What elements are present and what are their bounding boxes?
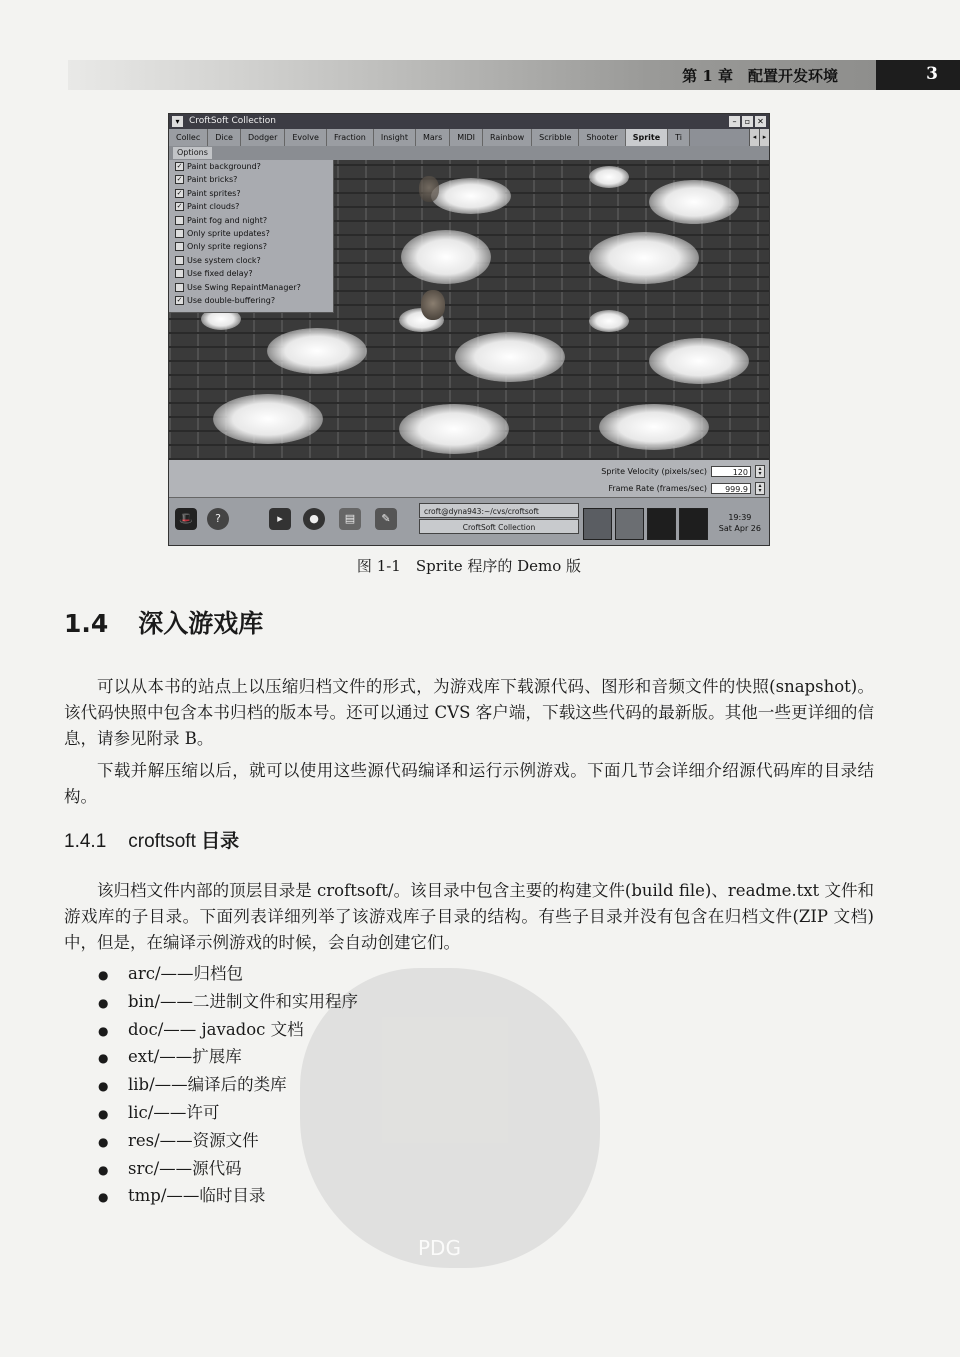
cloud-sprite bbox=[401, 230, 491, 284]
option-double-buffering bbox=[169, 294, 333, 307]
tab-left-arrow-icon: ◂ bbox=[749, 129, 759, 146]
cloud-sprite bbox=[267, 328, 367, 374]
clock-date: Sat Apr 26 bbox=[718, 524, 761, 533]
chapter-title: 第 1 章 配置开发环境 bbox=[682, 67, 838, 85]
list-item-text: doc/—— javadoc 文档 bbox=[128, 1019, 304, 1039]
cloud-sprite bbox=[599, 404, 709, 450]
velocity-row bbox=[601, 465, 765, 478]
window-titlebar bbox=[169, 114, 769, 129]
minimize-icon: – bbox=[729, 116, 740, 127]
paragraph-2: 下载并解压缩以后，就可以使用这些源代码编译和运行示例游戏。下面几节会详细介绍源代码库的目录结构。 bbox=[64, 761, 874, 806]
option-label: Only sprite updates? bbox=[187, 228, 270, 238]
window-title: CroftSoft Collection bbox=[189, 116, 276, 126]
option-system-clock bbox=[169, 254, 333, 267]
cloud-sprite bbox=[455, 332, 565, 382]
list-item-text: ext/——扩展库 bbox=[128, 1047, 242, 1067]
subsection-title-cn: 目录 bbox=[201, 830, 240, 852]
option-fixed-delay bbox=[169, 267, 333, 280]
section-heading bbox=[64, 604, 263, 640]
bullet-icon: ● bbox=[98, 1051, 109, 1066]
tab-midi: MIDI bbox=[450, 129, 483, 146]
cloud-sprite bbox=[649, 180, 739, 224]
subsection-title-en: croftsoft bbox=[128, 831, 196, 852]
list-item bbox=[98, 1043, 358, 1071]
tab-scroll-arrows bbox=[749, 129, 769, 146]
option-label: Paint sprites? bbox=[187, 188, 241, 198]
section-title: 深入游戏库 bbox=[138, 609, 264, 638]
list-item bbox=[98, 960, 358, 988]
bullet-icon: ● bbox=[98, 995, 109, 1010]
list-item-text: res/——资源文件 bbox=[128, 1130, 259, 1150]
browser-icon: ● bbox=[303, 508, 325, 530]
cloud-sprite bbox=[399, 404, 509, 454]
tab-right-arrow-icon: ▸ bbox=[759, 129, 769, 146]
checkbox-unchecked-icon bbox=[175, 229, 184, 238]
list-item-text: bin/——二进制文件和实用程序 bbox=[128, 991, 359, 1011]
paragraph-1: 可以从本书的站点上以压缩归档文件的形式，为游戏库下载源代码、图形和音频文件的快照(snapshot)。该代码快照中包含本书归档的版本号。还可以通过 CVS 客户端，下载这些代码的最新版。其他一些更详细的信息，请参见附录 B。 bbox=[64, 677, 874, 748]
tab-fraction: Fraction bbox=[327, 129, 374, 146]
bullet-icon: ● bbox=[98, 1106, 109, 1121]
bullet-icon: ● bbox=[98, 1162, 109, 1177]
spinner-icon: ▴ ▾ bbox=[755, 465, 765, 478]
bullet-icon: ● bbox=[98, 1079, 109, 1094]
option-label: Use Swing RepaintManager? bbox=[187, 282, 301, 292]
redhat-icon: 🎩 bbox=[175, 508, 197, 530]
option-label: Paint background? bbox=[187, 162, 261, 171]
page-number: 3 bbox=[926, 64, 938, 84]
bullet-icon: ● bbox=[98, 968, 109, 982]
tab-scribble: Scribble bbox=[532, 129, 579, 146]
editor-icon: ✎ bbox=[375, 508, 397, 530]
tab-evolve: Evolve bbox=[285, 129, 327, 146]
help-icon: ? bbox=[207, 508, 229, 530]
options-menu: Options bbox=[173, 147, 212, 159]
checkbox-checked-icon: ✓ bbox=[176, 295, 183, 304]
terminal-icon: ▸ bbox=[269, 508, 291, 530]
option-only-sprite-regions bbox=[169, 240, 333, 253]
section-number: 1.4 bbox=[64, 609, 109, 638]
tab-ti: Ti bbox=[668, 129, 690, 146]
bullet-icon: ● bbox=[98, 1190, 109, 1205]
task-collection bbox=[419, 519, 579, 534]
options-dropdown bbox=[169, 160, 334, 313]
list-item-text: lic/——许可 bbox=[128, 1102, 220, 1122]
directory-list bbox=[98, 960, 358, 1210]
tab-insight: Insight bbox=[374, 129, 416, 146]
tab-dodger: Dodger bbox=[241, 129, 285, 146]
cloud-sprite bbox=[589, 232, 699, 284]
tab-mars: Mars bbox=[416, 129, 450, 146]
desktop-taskbar bbox=[169, 497, 769, 545]
face-sprite bbox=[421, 290, 445, 320]
workspace-4 bbox=[679, 508, 708, 540]
checkbox-checked-icon: ✓ bbox=[176, 162, 183, 170]
cloud-sprite bbox=[649, 338, 749, 384]
framerate-row bbox=[608, 482, 765, 495]
window-menu-icon: ▾ bbox=[172, 116, 183, 127]
speed-controls bbox=[169, 460, 769, 497]
checkbox-unchecked-icon bbox=[175, 256, 184, 265]
option-label: Paint fog and night? bbox=[187, 215, 268, 225]
tab-collec: Collec bbox=[169, 129, 208, 146]
maximize-icon: ▫ bbox=[742, 116, 753, 127]
list-item bbox=[98, 988, 358, 1016]
list-item bbox=[98, 1127, 358, 1155]
close-icon: ✕ bbox=[755, 116, 766, 127]
cloud-sprite bbox=[589, 166, 629, 188]
option-paint-background bbox=[169, 160, 333, 173]
list-item bbox=[98, 1182, 358, 1210]
page-number-box bbox=[876, 60, 960, 90]
workspace-3 bbox=[647, 508, 676, 540]
velocity-label: Sprite Velocity (pixels/sec) bbox=[601, 467, 707, 476]
subsection-number: 1.4.1 bbox=[64, 831, 107, 852]
option-paint-clouds bbox=[169, 200, 333, 213]
tab-shooter: Shooter bbox=[579, 129, 625, 146]
option-label: Use fixed delay? bbox=[187, 269, 253, 279]
checkbox-checked-icon: ✓ bbox=[176, 175, 183, 184]
task-terminal bbox=[419, 503, 579, 518]
checkbox-unchecked-icon bbox=[175, 269, 184, 278]
cloud-sprite bbox=[589, 310, 629, 332]
option-label: Only sprite regions? bbox=[187, 242, 267, 252]
app-tab-bar bbox=[169, 129, 769, 146]
bullet-icon: ● bbox=[98, 1023, 109, 1038]
tab-rainbow: Rainbow bbox=[483, 129, 532, 146]
list-item bbox=[98, 1071, 358, 1099]
tab-dice: Dice bbox=[208, 129, 241, 146]
list-item bbox=[98, 1099, 358, 1127]
office-icon: ▤ bbox=[339, 508, 361, 530]
list-item bbox=[98, 1155, 358, 1183]
stamp-text: PDG bbox=[418, 1236, 461, 1260]
list-item-text: arc/——归档包 bbox=[128, 964, 244, 983]
option-label: Use double-buffering? bbox=[187, 295, 276, 305]
running-header bbox=[68, 60, 960, 90]
list-item-text: src/——源代码 bbox=[128, 1158, 242, 1178]
framerate-field: 999.9 bbox=[711, 483, 751, 494]
cloud-sprite bbox=[213, 394, 323, 444]
spinner-icon: ▴ ▾ bbox=[755, 482, 765, 495]
subsection-heading bbox=[64, 826, 239, 853]
tab-sprite: Sprite bbox=[626, 129, 668, 146]
options-menubar bbox=[169, 146, 769, 160]
checkbox-unchecked-icon bbox=[175, 216, 184, 225]
clock-time: 19:39 bbox=[728, 513, 752, 522]
figure-screenshot bbox=[168, 113, 770, 546]
list-item bbox=[98, 1016, 358, 1044]
workspace-1 bbox=[583, 508, 612, 540]
task-terminal-label: croft@dyna943:~/cvs/croftsoft bbox=[424, 507, 539, 516]
option-repaint-manager bbox=[169, 281, 333, 294]
framerate-label: Frame Rate (frames/sec) bbox=[608, 484, 707, 493]
bullet-icon: ● bbox=[98, 1134, 109, 1149]
paragraph-3: 该归档文件内部的顶层目录是 croftsoft/。该目录中包含主要的构建文件(build file)、readme.txt 文件和游戏库的子目录。下面列表详细列举了该游戏库子目录的结构。有些子目录并没有包含在归档文件(ZIP 文档)中，但是，在编译示例游戏的时候，会自动创建它们。 bbox=[64, 881, 874, 952]
option-paint-fog bbox=[169, 214, 333, 227]
window-buttons bbox=[729, 116, 766, 127]
option-only-sprite-updates bbox=[169, 227, 333, 240]
option-label: Paint bricks? bbox=[187, 175, 238, 185]
option-label: Use system clock? bbox=[187, 255, 261, 265]
velocity-field: 120 bbox=[711, 466, 751, 477]
list-item-text: tmp/——临时目录 bbox=[128, 1186, 266, 1206]
clock bbox=[719, 512, 761, 534]
option-label: Paint clouds? bbox=[187, 202, 240, 212]
checkbox-checked-icon: ✓ bbox=[176, 202, 183, 211]
list-item-text: lib/——编译后的类库 bbox=[128, 1075, 287, 1095]
face-sprite bbox=[419, 176, 439, 202]
cloud-sprite bbox=[431, 178, 511, 214]
figure-caption: 图 1-1 Sprite 程序的 Demo 版 bbox=[356, 557, 582, 575]
checkbox-unchecked-icon bbox=[175, 283, 184, 292]
workspace-2 bbox=[615, 508, 644, 540]
task-collection-label: CroftSoft Collection bbox=[462, 523, 536, 532]
checkbox-checked-icon: ✓ bbox=[176, 188, 183, 197]
option-paint-sprites bbox=[169, 187, 333, 200]
option-paint-bricks bbox=[169, 173, 333, 186]
checkbox-unchecked-icon bbox=[175, 242, 184, 251]
